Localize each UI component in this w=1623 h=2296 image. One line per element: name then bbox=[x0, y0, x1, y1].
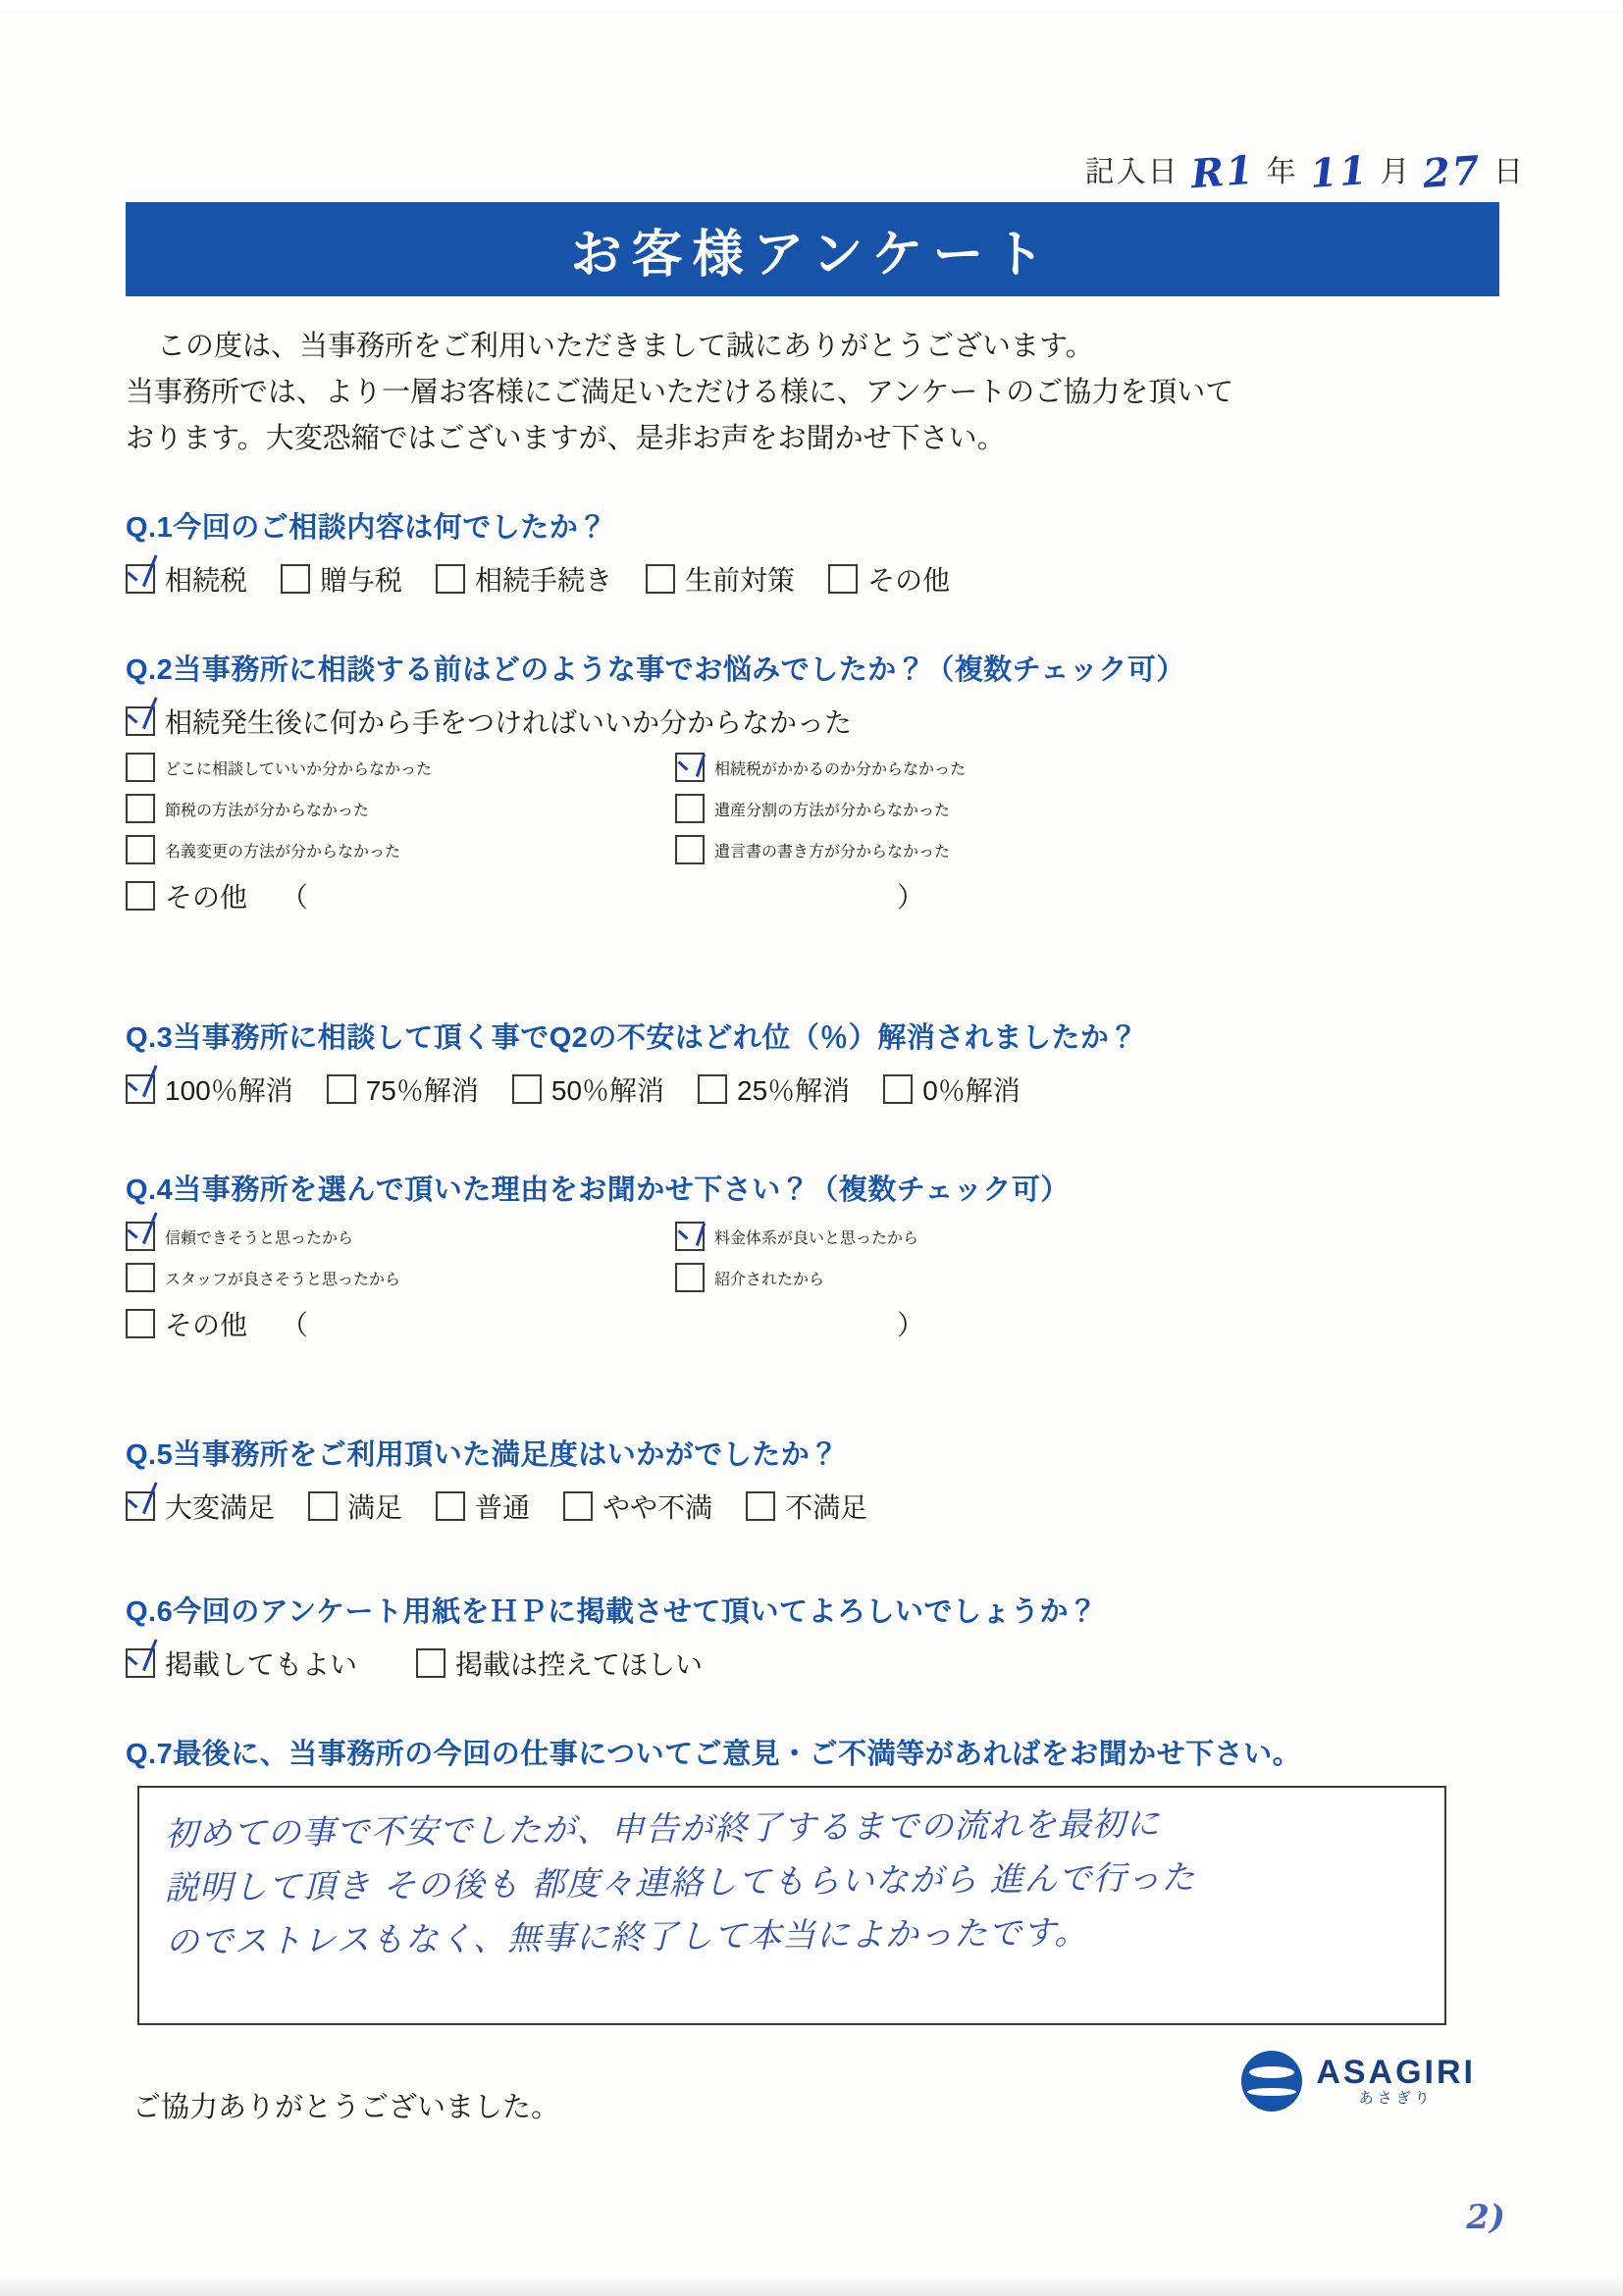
company-logo bbox=[1241, 2051, 1476, 2112]
q3-option-0[interactable] bbox=[126, 1070, 293, 1109]
handwritten-line-3: のでストレスもなく、無事に終了して本当によかったです。 bbox=[165, 1913, 1089, 1962]
question-q1 bbox=[126, 505, 1499, 610]
q6-option-1[interactable] bbox=[416, 1644, 703, 1683]
checkbox-icon[interactable] bbox=[698, 1074, 727, 1104]
q5-option-2[interactable] bbox=[436, 1487, 530, 1526]
q6-option-1-label: 掲載は控えてほしい bbox=[455, 1649, 704, 1680]
q2-option-2[interactable] bbox=[675, 753, 1466, 782]
q2-option-3[interactable] bbox=[126, 794, 642, 823]
paren-close: ） bbox=[897, 882, 925, 913]
question-q5 bbox=[126, 1433, 1499, 1538]
q2-option-3-label: 節税の方法が分からなかった bbox=[165, 802, 370, 819]
handwritten-line-2: 説明して頂き その後も 都度々連絡してもらいながら 進んで行った bbox=[164, 1857, 1196, 1908]
q4-option-2-label: スタッフが良さそうと思ったから bbox=[165, 1271, 401, 1288]
paren-close: ） bbox=[897, 1310, 925, 1340]
q1-option-2-label: 相続手続き bbox=[475, 565, 613, 596]
q5-option-0-label: 大変満足 bbox=[165, 1492, 276, 1523]
q4-other-blank[interactable] bbox=[281, 1304, 924, 1343]
checkbox-checked-icon[interactable] bbox=[675, 1222, 705, 1251]
intro-line-3: おります。大変恐縮ではございますが、是非お声をお聞かせ下さい。 bbox=[126, 422, 1006, 454]
q2-option-1-label: どこに相談していいか分からなかった bbox=[165, 760, 433, 778]
checkbox-icon[interactable] bbox=[436, 564, 465, 594]
q1-option-0[interactable] bbox=[126, 559, 247, 599]
scan-top-edge bbox=[0, 0, 1623, 10]
logo-name-en: ASAGIRI bbox=[1316, 2054, 1476, 2092]
question-q6 bbox=[126, 1590, 1499, 1695]
checkbox-icon[interactable] bbox=[675, 1263, 705, 1292]
q1-option-3-label: 生前対策 bbox=[685, 565, 796, 596]
q1-option-2[interactable] bbox=[436, 559, 612, 599]
q4-option-1[interactable] bbox=[675, 1222, 1466, 1251]
q4-row-other bbox=[126, 1304, 1499, 1343]
handwritten-line-1: 初めての事で不安でしたが、申告が終了するまでの流れを最初に bbox=[164, 1804, 1161, 1854]
date-line bbox=[1084, 146, 1525, 198]
q2-option-grid bbox=[126, 753, 1499, 864]
q5-option-3-label: やや不満 bbox=[602, 1492, 713, 1523]
date-year-value: R1 bbox=[1188, 146, 1257, 198]
question-q2 bbox=[126, 648, 1499, 927]
checkbox-icon[interactable] bbox=[563, 1491, 593, 1521]
page-corner-mark: 2) bbox=[1466, 2198, 1505, 2237]
q4-option-grid bbox=[126, 1222, 1499, 1292]
checkbox-icon[interactable] bbox=[416, 1648, 445, 1678]
q7-title: Q.7最後に、当事務所の今回の仕事についてご意見・ご不満等があればをお聞かせ下さい。 bbox=[126, 1739, 1302, 1770]
checkbox-icon[interactable] bbox=[126, 1263, 155, 1292]
checkbox-icon[interactable] bbox=[675, 794, 705, 823]
scan-bottom-edge bbox=[0, 2274, 1623, 2296]
q5-option-4-label: 不満足 bbox=[785, 1492, 868, 1523]
checkbox-icon[interactable] bbox=[126, 794, 155, 823]
checkbox-icon[interactable] bbox=[436, 1491, 465, 1521]
q5-option-1-label: 満足 bbox=[347, 1492, 403, 1523]
checkbox-icon[interactable] bbox=[308, 1491, 338, 1521]
q1-title: Q.1今回のご相談内容は何でしたか？ bbox=[126, 512, 607, 544]
q4-option-1-label: 料金体系が良いと思ったから bbox=[714, 1229, 919, 1247]
paren-open: （ bbox=[281, 882, 309, 913]
title-banner bbox=[126, 202, 1499, 296]
checkbox-checked-icon[interactable] bbox=[675, 753, 705, 782]
checkbox-checked-icon[interactable] bbox=[126, 1491, 155, 1521]
date-month-value: 11 bbox=[1308, 146, 1370, 198]
q6-options bbox=[126, 1644, 1499, 1683]
question-q3 bbox=[126, 1016, 1499, 1121]
q3-option-1[interactable] bbox=[327, 1070, 479, 1109]
q1-option-4[interactable] bbox=[828, 559, 950, 599]
q5-option-2-label: 普通 bbox=[475, 1492, 531, 1523]
paren-open: （ bbox=[281, 1310, 309, 1340]
checkbox-checked-icon[interactable] bbox=[126, 706, 155, 736]
q2-title: Q.2当事務所に相談する前はどのような事でお悩みでしたか？（複数チェック可） bbox=[126, 654, 1185, 686]
checkbox-checked-icon[interactable] bbox=[126, 1648, 155, 1678]
q2-other-blank[interactable] bbox=[281, 876, 924, 915]
q4-option-4-label: その他 bbox=[165, 1310, 248, 1340]
q1-option-0-label: 相続税 bbox=[165, 565, 248, 596]
q2-option-1[interactable] bbox=[126, 753, 642, 782]
q2-row-0 bbox=[126, 702, 1499, 741]
checkbox-icon[interactable] bbox=[675, 835, 705, 864]
q3-option-2[interactable] bbox=[512, 1070, 664, 1109]
date-day-value: 27 bbox=[1421, 146, 1484, 198]
checkbox-icon[interactable] bbox=[126, 835, 155, 864]
logo-text bbox=[1316, 2056, 1476, 2106]
q3-option-0-label: 100％解消 bbox=[165, 1075, 293, 1106]
checkbox-checked-icon[interactable] bbox=[126, 564, 155, 594]
q2-row-other bbox=[126, 876, 1499, 915]
q2-option-0-label: 相続発生後に何から手をつければいいか分からなかった bbox=[165, 707, 853, 738]
q1-option-1-label: 贈与税 bbox=[320, 565, 403, 596]
q5-title: Q.5当事務所をご利用頂いた満足度はいかがでしたか？ bbox=[126, 1439, 839, 1471]
q1-options bbox=[126, 559, 1499, 599]
q2-option-4-label: 遺産分割の方法が分からなかった bbox=[714, 802, 951, 819]
q2-option-6[interactable] bbox=[675, 835, 1466, 864]
q4-option-3-label: 紹介されたから bbox=[714, 1271, 825, 1288]
q6-option-0-label: 掲載してもよい bbox=[165, 1649, 358, 1680]
q1-option-3[interactable] bbox=[646, 559, 795, 599]
checkbox-icon[interactable] bbox=[281, 564, 310, 594]
q5-option-4[interactable] bbox=[746, 1487, 867, 1526]
q3-option-2-label: 50％解消 bbox=[550, 1075, 665, 1106]
q3-title: Q.3当事務所に相談して頂く事でQ2の不安はどれ位（％）解消されましたか？ bbox=[126, 1022, 1138, 1054]
checkbox-checked-icon[interactable] bbox=[126, 1222, 155, 1251]
checkbox-icon[interactable] bbox=[126, 1309, 155, 1338]
asagiri-mark-icon bbox=[1241, 2051, 1302, 2112]
q6-title: Q.6今回のアンケート用紙をＨＰに掲載させて頂いてよろしいでしょうか？ bbox=[126, 1596, 1098, 1628]
q3-option-3[interactable] bbox=[698, 1070, 850, 1109]
date-label: 記入日 bbox=[1084, 156, 1179, 188]
q2-option-4[interactable] bbox=[675, 794, 1466, 823]
q3-options bbox=[126, 1070, 1499, 1109]
q5-option-0[interactable] bbox=[126, 1487, 275, 1526]
question-q4 bbox=[126, 1168, 1499, 1355]
checkbox-icon[interactable] bbox=[327, 1074, 356, 1104]
q2-option-5[interactable] bbox=[126, 835, 642, 864]
q1-option-4-label: その他 bbox=[867, 565, 951, 596]
q2-option-7[interactable] bbox=[126, 876, 247, 915]
q6-option-0[interactable] bbox=[126, 1644, 357, 1683]
q5-options bbox=[126, 1487, 1499, 1526]
q4-option-3[interactable] bbox=[675, 1263, 1466, 1292]
checkbox-icon[interactable] bbox=[883, 1074, 913, 1104]
intro-paragraph bbox=[126, 324, 1499, 462]
q4-title: Q.4当事務所を選んで頂いた理由をお聞かせ下さい？（複数チェック可） bbox=[126, 1174, 1070, 1206]
q2-option-5-label: 名義変更の方法が分からなかった bbox=[165, 843, 401, 861]
intro-line-1: この度は、当事務所をご利用いただきまして誠にありがとうございます。 bbox=[157, 331, 1094, 362]
q2-option-7-label: その他 bbox=[165, 882, 248, 913]
free-comment-box[interactable] bbox=[137, 1786, 1446, 2025]
q4-option-0[interactable] bbox=[126, 1222, 642, 1251]
page-title: お客様アンケート bbox=[570, 226, 1055, 284]
q3-option-3-label: 25％解消 bbox=[737, 1075, 851, 1106]
q4-option-0-label: 信頼できそうと思ったから bbox=[165, 1229, 354, 1247]
checkbox-icon[interactable] bbox=[512, 1074, 542, 1104]
q4-option-4[interactable] bbox=[126, 1304, 247, 1343]
checkbox-icon[interactable] bbox=[126, 881, 155, 911]
q1-option-1[interactable] bbox=[281, 559, 402, 599]
checkbox-checked-icon[interactable] bbox=[126, 1074, 155, 1104]
q5-option-1[interactable] bbox=[308, 1487, 402, 1526]
q2-option-2-label: 相続税がかかるのか分からなかった bbox=[714, 760, 967, 778]
q3-option-4[interactable] bbox=[883, 1070, 1021, 1109]
q3-option-4-label: 0％解消 bbox=[922, 1075, 1021, 1106]
question-q7 bbox=[126, 1732, 1499, 1786]
handwritten-answer bbox=[164, 1795, 1432, 1970]
q2-option-6-label: 遺言書の書き方が分からなかった bbox=[714, 843, 951, 861]
checkbox-icon[interactable] bbox=[126, 753, 155, 782]
thanks-message: ご協力ありがとうございました。 bbox=[132, 2092, 560, 2123]
date-month-unit: 月 bbox=[1380, 156, 1412, 188]
q4-option-2[interactable] bbox=[126, 1263, 642, 1292]
checkbox-icon[interactable] bbox=[746, 1491, 775, 1521]
q5-option-3[interactable] bbox=[563, 1487, 712, 1526]
logo-name-jp: あさぎり bbox=[1358, 2089, 1434, 2107]
date-year-unit: 年 bbox=[1266, 156, 1298, 188]
date-day-unit: 日 bbox=[1493, 156, 1525, 188]
q3-option-1-label: 75％解消 bbox=[365, 1075, 479, 1106]
checkbox-icon[interactable] bbox=[828, 564, 858, 594]
q2-option-0[interactable] bbox=[126, 702, 852, 741]
checkbox-icon[interactable] bbox=[646, 564, 675, 594]
intro-line-2: 当事務所では、より一層お客様にご満足いただける様に、アンケートのご協力を頂いて bbox=[126, 376, 1234, 408]
